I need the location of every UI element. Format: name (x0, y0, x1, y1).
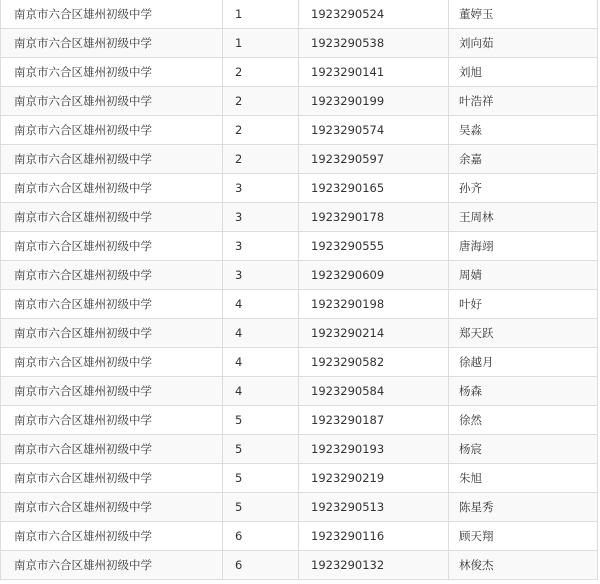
school-cell: 南京市六合区雄州初级中学 (1, 290, 223, 319)
class-cell: 6 (223, 522, 299, 551)
table-row (1, 29, 598, 58)
table-row (1, 377, 598, 406)
student-name-cell: 郑天跃 (449, 319, 598, 348)
table-row (1, 203, 598, 232)
student-id-cell: 1923290219 (299, 464, 449, 493)
school-cell: 南京市六合区雄州初级中学 (1, 116, 223, 145)
student-name-cell: 吴淼 (449, 116, 598, 145)
table-row (1, 116, 598, 145)
student-id-cell: 1923290199 (299, 87, 449, 116)
class-cell: 4 (223, 377, 299, 406)
class-cell: 3 (223, 232, 299, 261)
school-cell: 南京市六合区雄州初级中学 (1, 261, 223, 290)
class-cell: 1 (223, 0, 299, 29)
student-id-cell: 1923290524 (299, 0, 449, 29)
table-row (1, 551, 598, 580)
school-cell: 南京市六合区雄州初级中学 (1, 87, 223, 116)
student-name-cell: 叶浩祥 (449, 87, 598, 116)
student-id-cell: 1923290214 (299, 319, 449, 348)
student-name-cell: 顾天翔 (449, 522, 598, 551)
school-cell: 南京市六合区雄州初级中学 (1, 551, 223, 580)
student-name-cell: 徐越月 (449, 348, 598, 377)
student-name-cell: 孙齐 (449, 174, 598, 203)
class-cell: 4 (223, 290, 299, 319)
student-id-cell: 1923290597 (299, 145, 449, 174)
student-id-cell: 1923290538 (299, 29, 449, 58)
school-cell: 南京市六合区雄州初级中学 (1, 0, 223, 29)
school-cell: 南京市六合区雄州初级中学 (1, 58, 223, 87)
school-cell: 南京市六合区雄州初级中学 (1, 203, 223, 232)
class-cell: 3 (223, 174, 299, 203)
student-name-cell: 叶好 (449, 290, 598, 319)
table-row (1, 145, 598, 174)
student-id-cell: 1923290513 (299, 493, 449, 522)
student-id-cell: 1923290584 (299, 377, 449, 406)
table-row (1, 261, 598, 290)
student-name-cell: 杨森 (449, 377, 598, 406)
school-cell: 南京市六合区雄州初级中学 (1, 348, 223, 377)
student-name-cell: 董婷玉 (449, 0, 598, 29)
student-id-cell: 1923290141 (299, 58, 449, 87)
class-cell: 5 (223, 464, 299, 493)
table-row (1, 406, 598, 435)
student-id-cell: 1923290198 (299, 290, 449, 319)
school-cell: 南京市六合区雄州初级中学 (1, 377, 223, 406)
student-id-cell: 1923290132 (299, 551, 449, 580)
class-cell: 2 (223, 145, 299, 174)
class-cell: 5 (223, 435, 299, 464)
student-name-cell: 刘旭 (449, 58, 598, 87)
student-id-cell: 1923290574 (299, 116, 449, 145)
table-body (1, 0, 598, 580)
student-id-cell: 1923290609 (299, 261, 449, 290)
table-row (1, 232, 598, 261)
class-cell: 2 (223, 116, 299, 145)
student-id-cell: 1923290178 (299, 203, 449, 232)
class-cell: 3 (223, 203, 299, 232)
school-cell: 南京市六合区雄州初级中学 (1, 232, 223, 261)
class-cell: 2 (223, 87, 299, 116)
student-name-cell: 刘向茹 (449, 29, 598, 58)
student-name-cell: 林俊杰 (449, 551, 598, 580)
class-cell: 3 (223, 261, 299, 290)
student-name-cell: 陈星秀 (449, 493, 598, 522)
school-cell: 南京市六合区雄州初级中学 (1, 435, 223, 464)
student-id-cell: 1923290116 (299, 522, 449, 551)
school-cell: 南京市六合区雄州初级中学 (1, 174, 223, 203)
class-cell: 4 (223, 348, 299, 377)
school-cell: 南京市六合区雄州初级中学 (1, 493, 223, 522)
table-row (1, 174, 598, 203)
student-name-cell: 唐海翊 (449, 232, 598, 261)
class-cell: 4 (223, 319, 299, 348)
table-row (1, 348, 598, 377)
student-name-cell: 杨宸 (449, 435, 598, 464)
student-id-cell: 1923290193 (299, 435, 449, 464)
school-cell: 南京市六合区雄州初级中学 (1, 145, 223, 174)
table-row (1, 522, 598, 551)
table-row (1, 290, 598, 319)
table-row (1, 319, 598, 348)
student-id-cell: 1923290187 (299, 406, 449, 435)
school-cell: 南京市六合区雄州初级中学 (1, 406, 223, 435)
school-cell: 南京市六合区雄州初级中学 (1, 29, 223, 58)
school-cell: 南京市六合区雄州初级中学 (1, 464, 223, 493)
table-row (1, 0, 598, 29)
class-cell: 5 (223, 493, 299, 522)
student-id-cell: 1923290555 (299, 232, 449, 261)
school-cell: 南京市六合区雄州初级中学 (1, 522, 223, 551)
student-name-cell: 周婧 (449, 261, 598, 290)
school-cell: 南京市六合区雄州初级中学 (1, 319, 223, 348)
student-name-cell: 王周林 (449, 203, 598, 232)
table-row (1, 58, 598, 87)
student-name-cell: 余嘉 (449, 145, 598, 174)
class-cell: 1 (223, 29, 299, 58)
table-row (1, 87, 598, 116)
class-cell: 2 (223, 58, 299, 87)
student-id-cell: 1923290582 (299, 348, 449, 377)
student-name-cell: 朱旭 (449, 464, 598, 493)
student-name-cell: 徐然 (449, 406, 598, 435)
student-id-cell: 1923290165 (299, 174, 449, 203)
table-row (1, 464, 598, 493)
class-cell: 5 (223, 406, 299, 435)
class-cell: 6 (223, 551, 299, 580)
table-row (1, 493, 598, 522)
table-row (1, 435, 598, 464)
